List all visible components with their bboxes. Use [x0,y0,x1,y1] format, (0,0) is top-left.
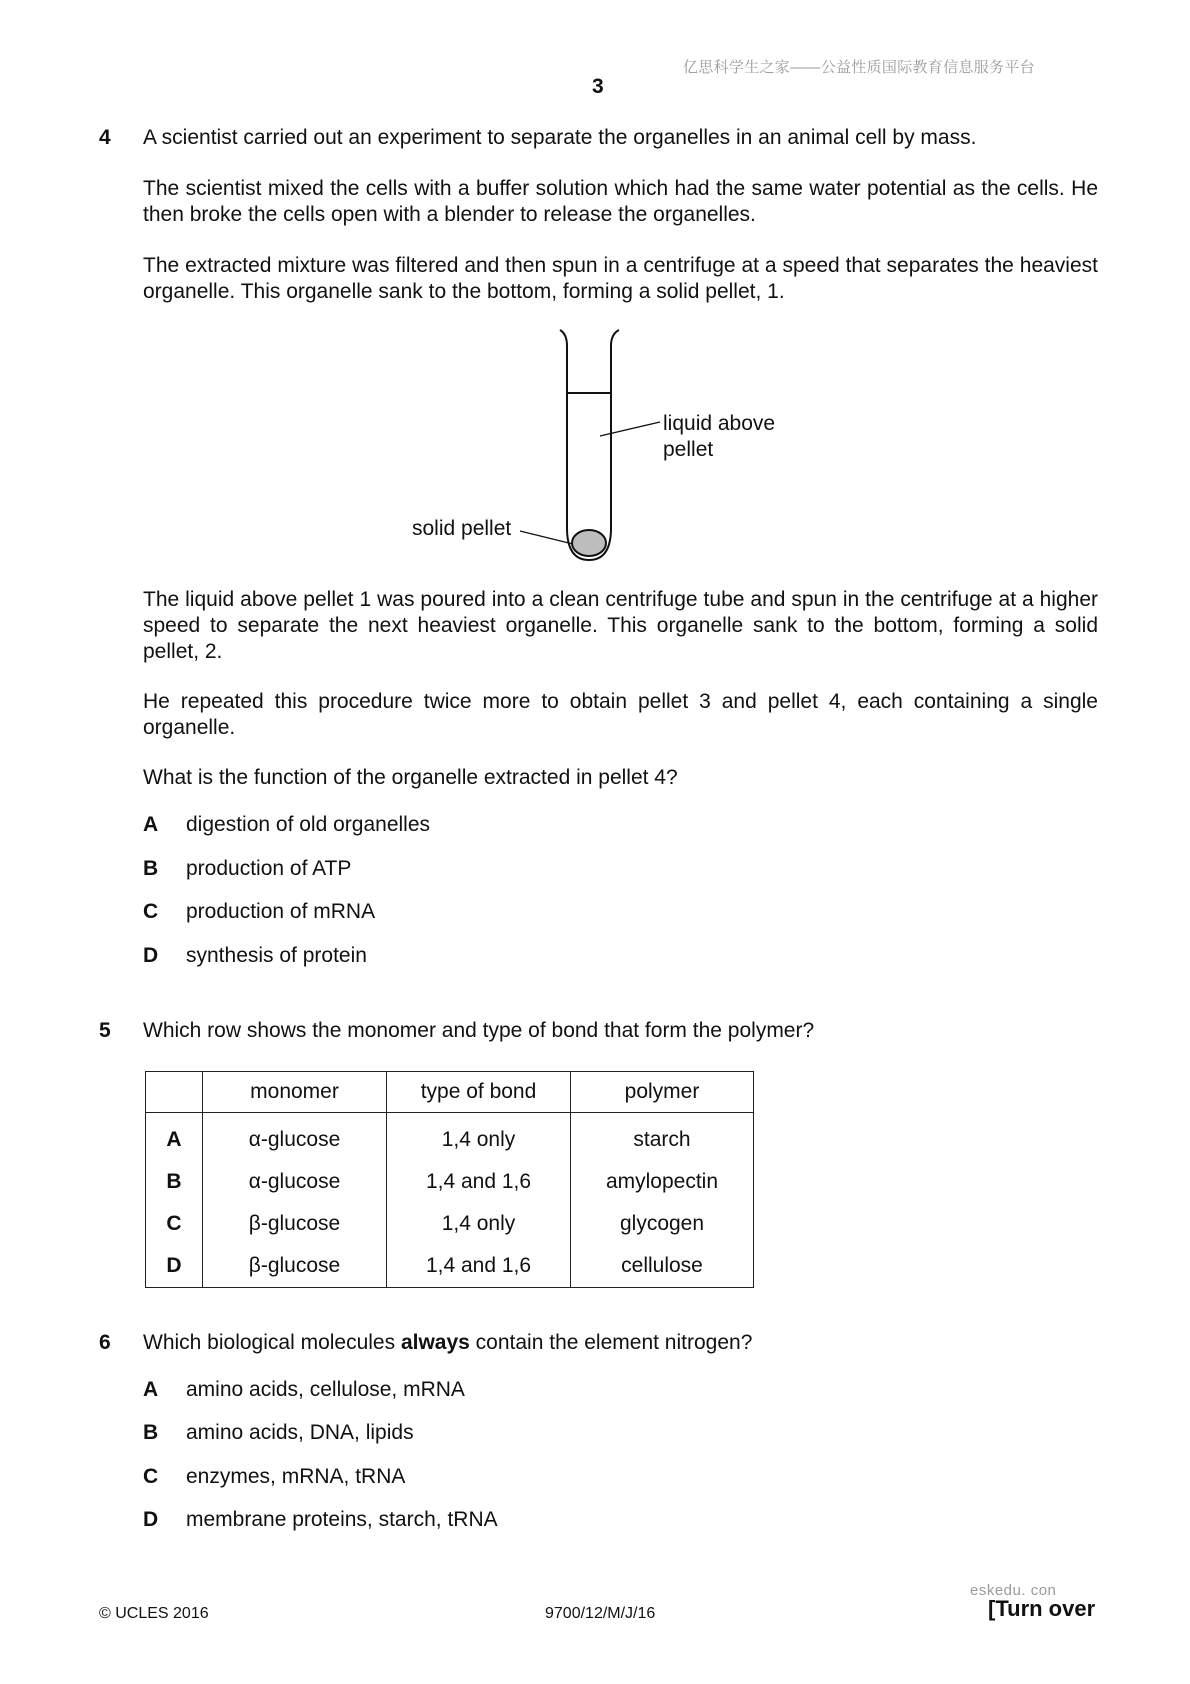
option-text: amino acids, DNA, lipids [186,1421,414,1444]
q6-question-start: Which biological molecules [143,1331,401,1354]
option-text: digestion of old organelles [186,813,431,836]
option-text: production of ATP [186,857,352,880]
table-cell: 1,4 only [387,1113,571,1162]
centrifuge-tube-diagram [0,0,1190,620]
turn-over-label: [Turn over [988,1596,1096,1621]
table-cell: amylopectin [571,1161,754,1203]
table-row[interactable] [146,1203,754,1245]
question-5-number: 5 [99,1019,111,1042]
q5-question: Which row shows the monomer and type of bond that form the polymer? [143,1019,815,1042]
table-cell: 1,4 only [387,1203,571,1245]
label-solid-pellet: solid pellet [412,517,512,540]
option-text: enzymes, mRNA, tRNA [186,1465,406,1488]
table-header-cell: polymer [571,1072,754,1113]
option-letter: C [143,900,159,923]
option-letter: B [143,857,159,880]
q6-question [143,1330,1098,1356]
option-letter: C [143,1465,159,1488]
question-4-number: 4 [99,126,111,149]
table-cell: A [146,1113,203,1162]
footer-paper-code: 9700/12/M/J/16 [545,1605,656,1622]
option-text: amino acids, cellulose, mRNA [186,1378,465,1401]
q6-question-emphasis: always [400,1331,470,1354]
q4-question: What is the function of the organelle extracted in pellet 4? [143,766,678,789]
table-row[interactable] [146,1113,754,1162]
option-text: production of mRNA [186,900,376,923]
table-cell: cellulose [571,1245,754,1288]
label-liquid-above-line1: liquid above [663,412,776,435]
tube-outline [560,330,619,560]
q4-paragraph-1: A scientist carried out an experiment to separate the organelles in an animal cell by mass. [143,126,977,149]
option-letter: A [143,1378,159,1401]
q4-paragraph-3: The extracted mixture was filtered and then spun in a centrifuge at a speed that separates the heaviest organelle. This organelle sank to the bottom, forming a solid pellet, 1. [143,254,1098,303]
q4-paragraph-4: The liquid above pellet 1 was poured into a clean centrifuge tube and spun in the centrifuge at a higher speed to separate the next heaviest organelle. This organelle sank to the bottom, forming a solid pellet, 2. [143,588,1098,663]
monomer-bond-table [145,1071,754,1288]
footer-watermark: eskedu. con [970,1582,1057,1599]
table-cell: 1,4 and 1,6 [387,1161,571,1203]
table-cell: D [146,1245,203,1288]
question-6-number: 6 [99,1331,111,1354]
table-header-cell: monomer [203,1072,387,1113]
table-cell: 1,4 and 1,6 [387,1245,571,1288]
option-letter: A [143,813,159,836]
table-cell: β-glucose [203,1203,387,1245]
table-header-cell: type of bond [387,1072,571,1113]
footer-copyright: © UCLES 2016 [99,1605,209,1622]
table-cell: starch [571,1113,754,1162]
q4-paragraph-5: He repeated this procedure twice more to obtain pellet 3 and pellet 4, each containing a single organelle. [143,690,1098,739]
solid-pellet-shape [572,530,606,556]
table-header-row [146,1072,754,1113]
page-number: 3 [592,75,604,98]
table-cell: B [146,1161,203,1203]
table-cell: α-glucose [203,1161,387,1203]
q6-question-end: contain the element nitrogen? [469,1331,753,1354]
table-header-cell [146,1072,203,1113]
option-letter: B [143,1421,159,1444]
table-cell: glycogen [571,1203,754,1245]
table-cell: α-glucose [203,1113,387,1162]
option-letter: D [143,944,159,967]
label-liquid-above-line2: pellet [663,438,714,461]
header-watermark: 亿思科学生之家——公益性质国际教育信息服务平台 [683,59,1035,76]
table-row[interactable] [146,1245,754,1288]
option-text: membrane proteins, starch, tRNA [186,1508,498,1531]
option-text: synthesis of protein [186,944,367,967]
table-cell: β-glucose [203,1245,387,1288]
table-cell: C [146,1203,203,1245]
table-row[interactable] [146,1161,754,1203]
option-letter: D [143,1508,159,1531]
q4-paragraph-2: The scientist mixed the cells with a buffer solution which had the same water potential as the cells. He then broke the cells open with a blender to release the organelles. [143,177,1098,226]
liquid-leader-line [600,422,660,436]
